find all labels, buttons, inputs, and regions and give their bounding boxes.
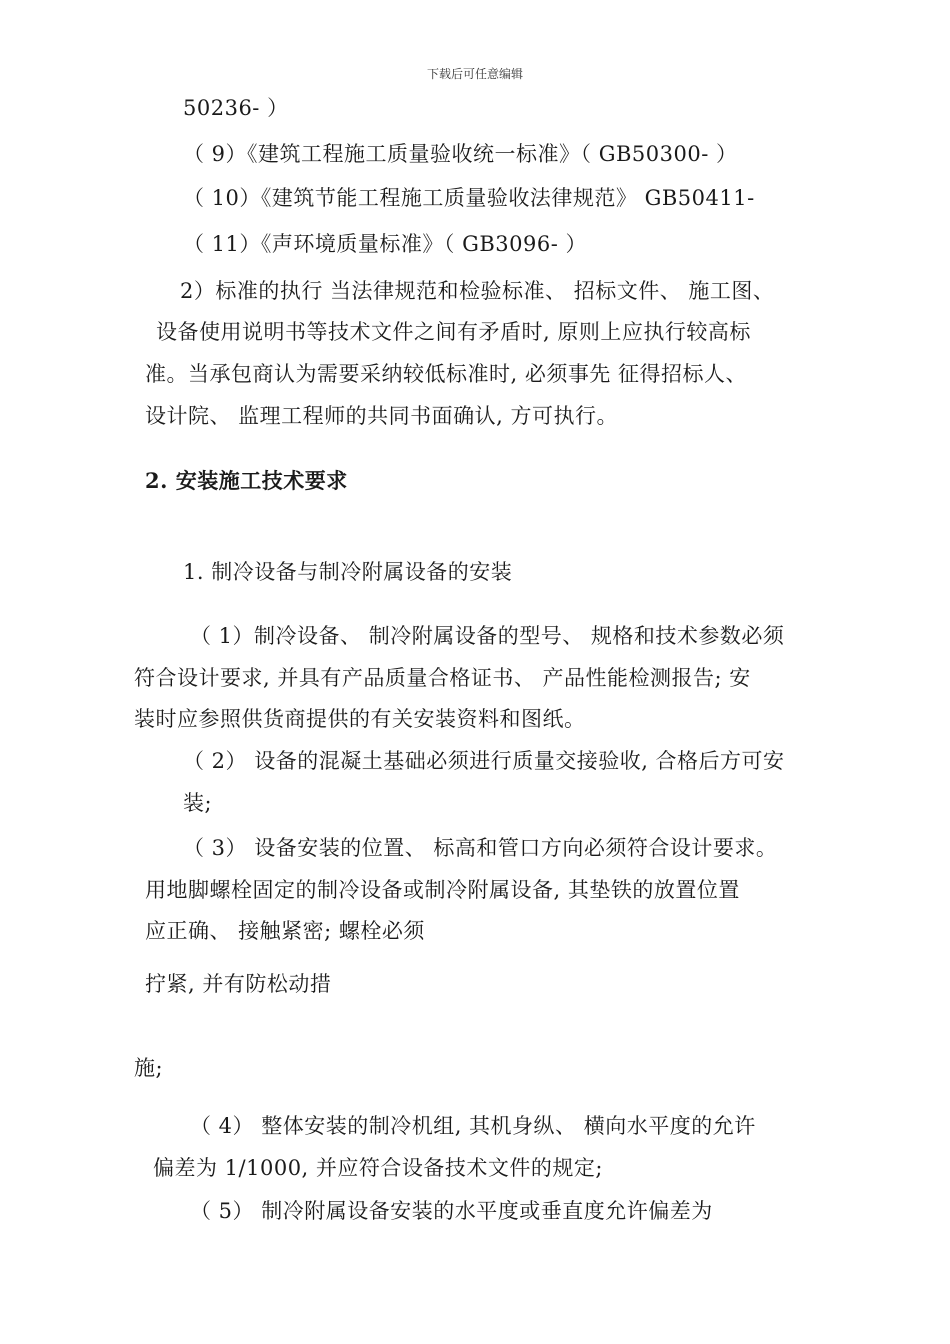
section-heading: 2. 安装施工技术要求: [145, 468, 348, 493]
text-line: 设计院、 监理工程师的共同书面确认, 方可执行。: [145, 404, 619, 428]
text-line: （ 10）《建筑节能工程施工质量验收法律规范》 GB50411-: [183, 186, 755, 210]
text-line: （ 5） 制冷附属设备安装的水平度或垂直度允许偏差为: [190, 1199, 713, 1223]
text-line: 应正确、 接触紧密; 螺栓必须: [145, 919, 425, 943]
text-line: 50236- ）: [183, 96, 289, 120]
text-line: 用地脚螺栓固定的制冷设备或制冷附属设备, 其垫铁的放置位置: [145, 878, 740, 902]
subsection-heading: 1. 制冷设备与制冷附属设备的安装: [183, 560, 513, 584]
text-line: 偏差为 1/1000, 并应符合设备技术文件的规定;: [153, 1156, 603, 1180]
text-line: 准。当承包商认为需要采纳较低标准时, 必须事先 征得招标人、: [145, 362, 748, 386]
text-line: （ 2） 设备的混凝土基础必须进行质量交接验收, 合格后方可安: [183, 749, 785, 773]
text-line: 拧紧, 并有防松动措: [145, 972, 332, 996]
text-line: 装;: [183, 791, 213, 815]
page-header: 下载后可任意编辑: [426, 67, 523, 81]
text-line: （ 3） 设备安装的位置、 标高和管口方向必须符合设计要求。: [183, 836, 778, 860]
text-line: 施;: [134, 1056, 164, 1080]
text-line: （ 9）《建筑工程施工质量验收统一标准》（ GB50300- ）: [183, 142, 738, 166]
text-line: 2）标准的执行 当法律规范和检验标准、 招标文件、 施工图、: [180, 279, 775, 303]
text-line: （ 1）制冷设备、 制冷附属设备的型号、 规格和技术参数必须: [190, 624, 785, 648]
text-line: 装时应参照供货商提供的有关安装资料和图纸。: [134, 707, 586, 731]
text-line: （ 11）《声环境质量标准》（ GB3096- ）: [183, 232, 587, 256]
text-line: （ 4） 整体安装的制冷机组, 其机身纵、 横向水平度的允许: [190, 1114, 756, 1138]
text-line: 符合设计要求, 并具有产品质量合格证书、 产品性能检测报告; 安: [134, 666, 751, 690]
text-line: 设备使用说明书等技术文件之间有矛盾时, 原则上应执行较高标: [156, 320, 751, 344]
